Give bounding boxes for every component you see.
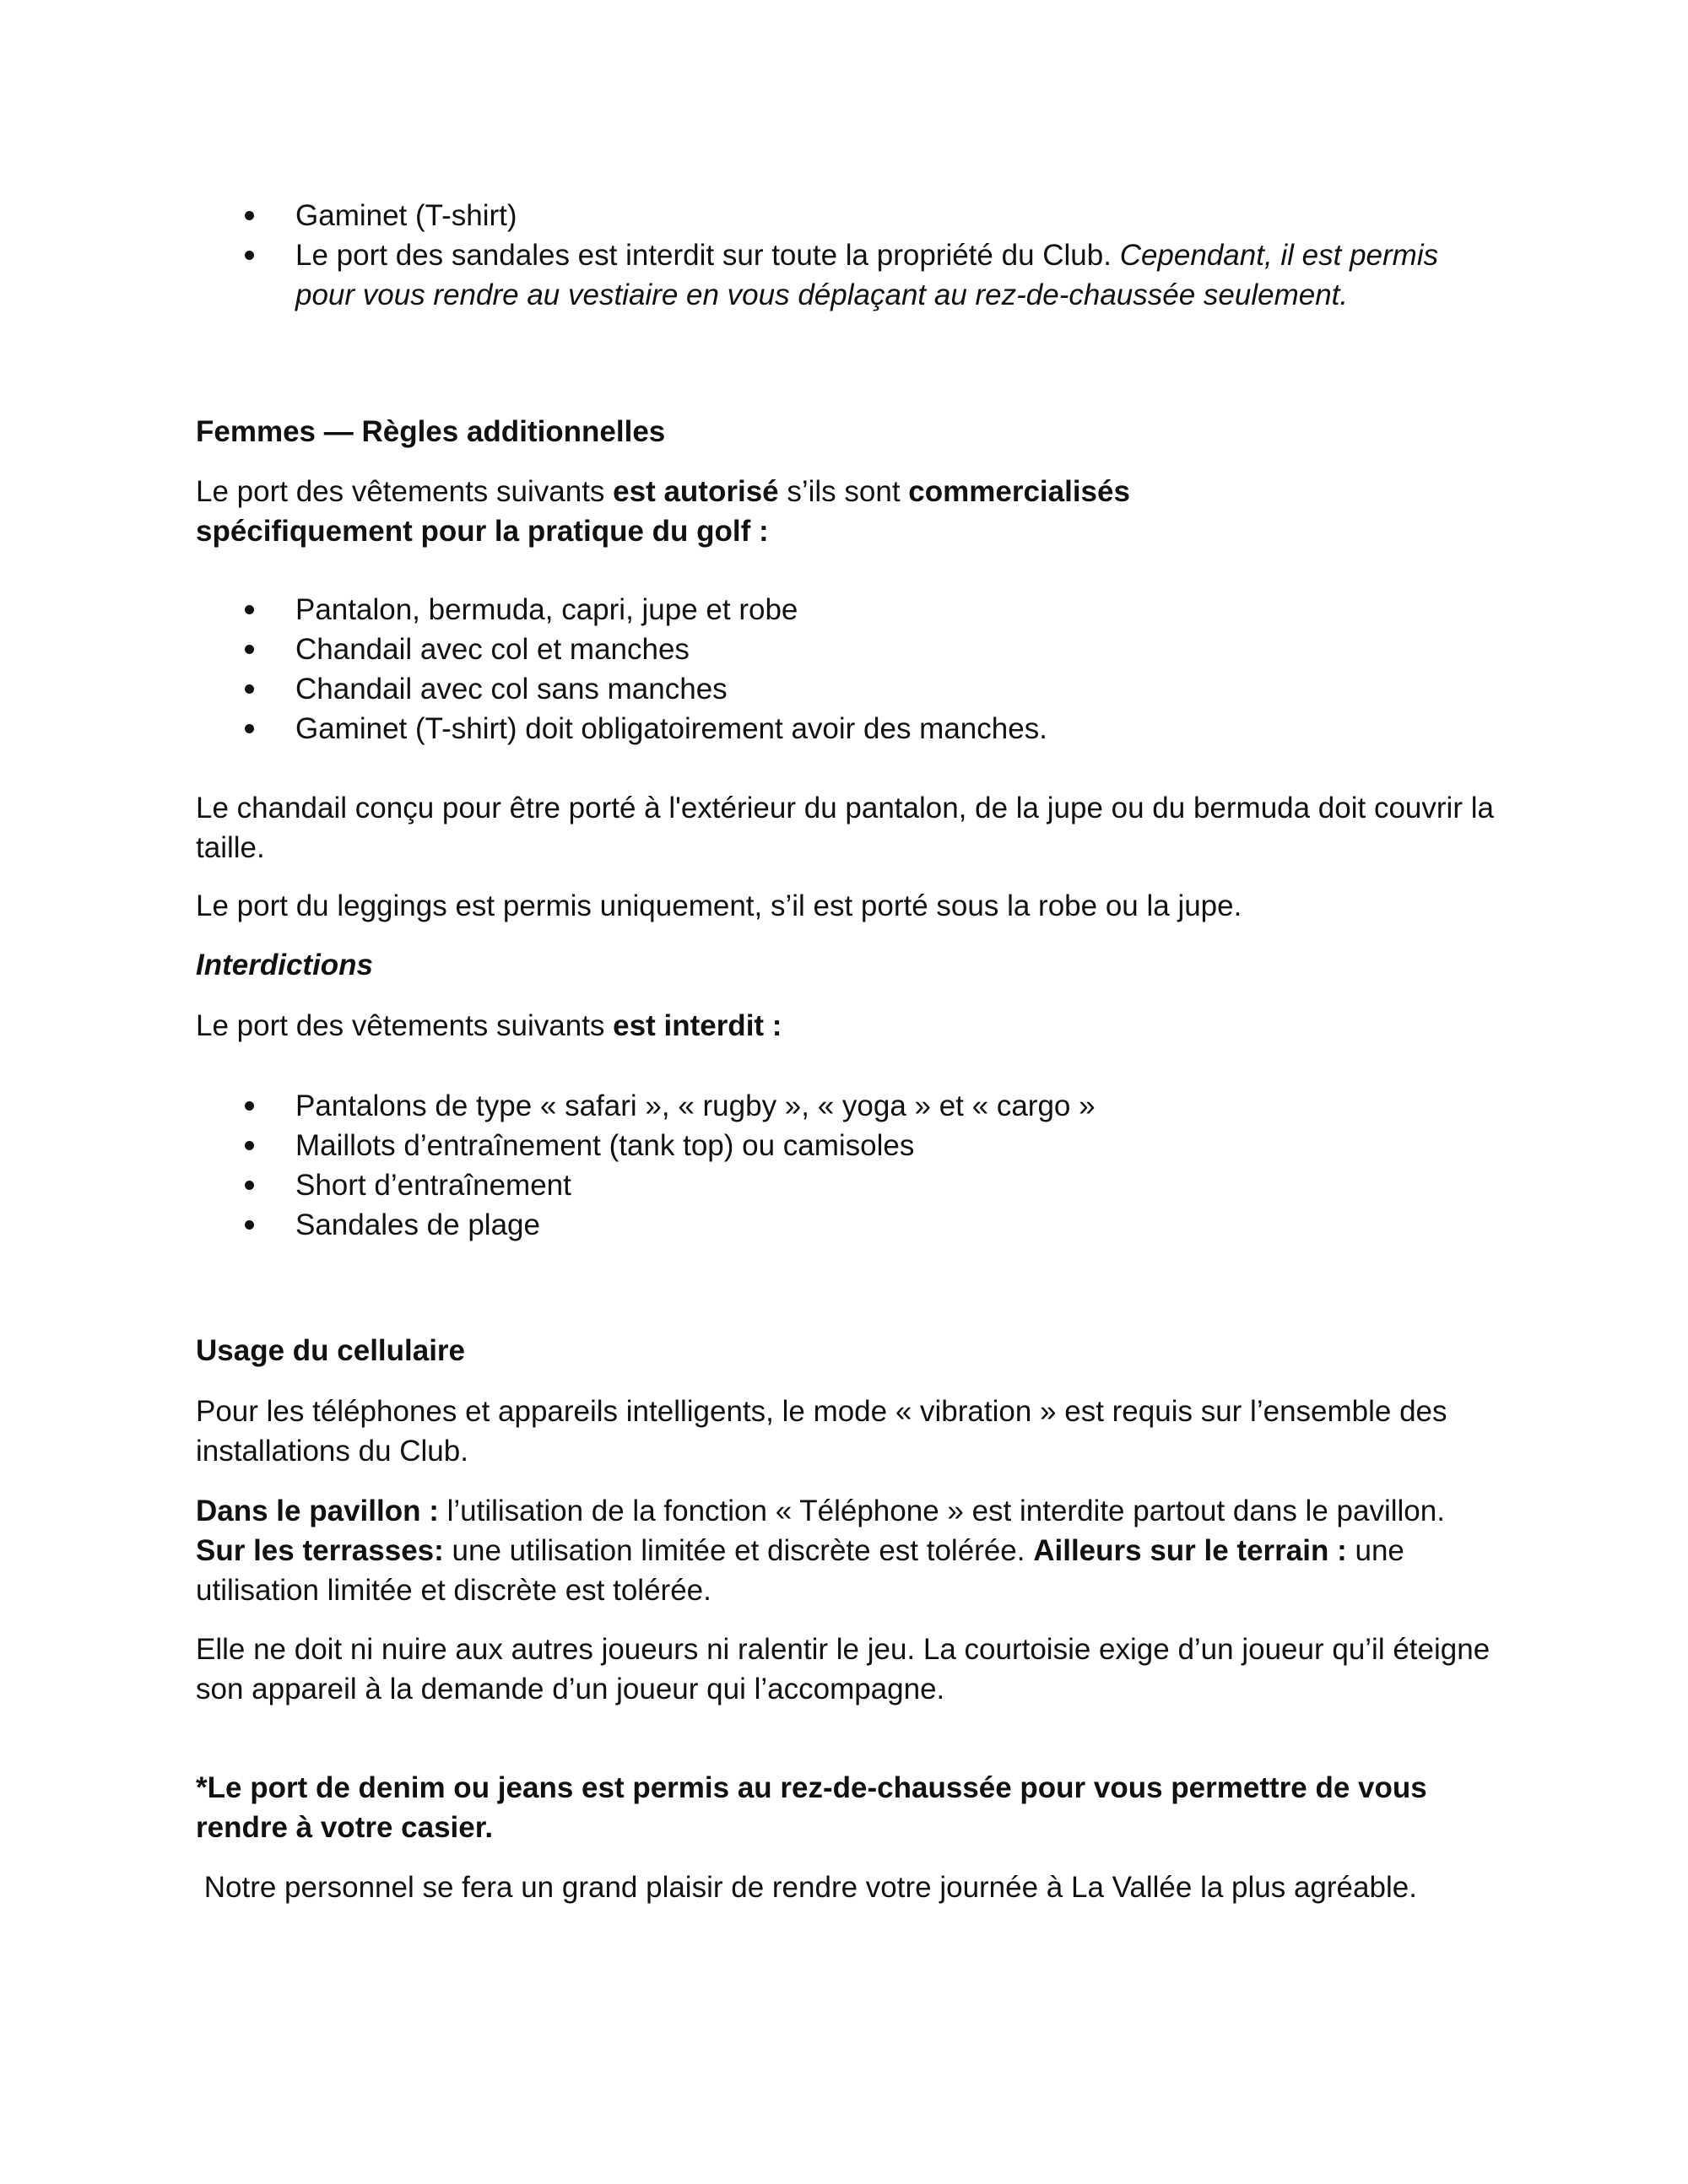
bullet-icon <box>245 1101 254 1111</box>
leggings-paragraph: Le port du leggings est permis uniquement, s’il est porté sous la robe ou la jupe. <box>196 889 1242 922</box>
bullet-icon <box>245 724 254 733</box>
top-bullet-list <box>196 196 1496 315</box>
femmes-autorise-list <box>196 590 1496 749</box>
bullet-icon <box>245 211 254 220</box>
interdit-intro: Le port des vêtements suivants est interdit : <box>196 1009 782 1042</box>
list-item: Pantalon, bermuda, capri, jupe et robe <box>196 590 1496 630</box>
cellulaire-heading: Usage du cellulaire <box>196 1334 466 1367</box>
cellulaire-paragraph-3: Elle ne doit ni nuire aux autres joueurs ni ralentir le jeu. La courtoisie exige d’un joueur qu’il éteigne son appareil à la demande d’un joueur qui l’accompagne. <box>196 1633 1491 1706</box>
interdictions-heading: Interdictions <box>196 949 374 981</box>
list-item: Chandail avec col sans manches <box>196 669 1496 709</box>
list-item: Gaminet (T-shirt) <box>196 196 1496 235</box>
bullet-icon <box>245 251 254 260</box>
cellulaire-paragraph-1: Pour les téléphones et appareils intelligents, le mode « vibration » est requis sur l’ensemble des installations du Club. <box>196 1395 1447 1468</box>
femmes-heading: Femmes — Règles additionnelles <box>196 415 666 448</box>
list-item: Sandales de plage <box>196 1205 1496 1245</box>
list-item: Maillots d’entraînement (tank top) ou camisoles <box>196 1126 1496 1165</box>
list-item: Le port des sandales est interdit sur toute la propriété du Club. Cependant, il est permis pour vous rendre au vestiaire en vous déplaçant au rez-de-chaussée seulement. <box>196 235 1496 315</box>
list-item: Pantalons de type « safari », « rugby », « yoga » et « cargo » <box>196 1086 1496 1126</box>
bullet-icon <box>245 1220 254 1230</box>
bullet-icon <box>245 645 254 654</box>
bullet-icon <box>245 1141 254 1150</box>
cellulaire-paragraph-2: Dans le pavillon : l’utilisation de la fonction « Téléphone » est interdite partout dans le pavillon. Sur les terrasses: une utilisation limitée et discrète est tolérée. Ailleurs sur le terrain : une utilisation limitée et discrète est tolérée. <box>196 1495 1445 1607</box>
interdit-list <box>196 1086 1496 1245</box>
list-item: Chandail avec col et manches <box>196 630 1496 669</box>
list-item: Short d’entraînement <box>196 1165 1496 1205</box>
list-item: Gaminet (T-shirt) doit obligatoirement avoir des manches. <box>196 709 1496 749</box>
bullet-icon <box>245 605 254 614</box>
bullet-icon <box>245 684 254 694</box>
closing-paragraph: Notre personnel se fera un grand plaisir de rendre votre journée à La Vallée la plus agréable. <box>196 1871 1417 1904</box>
bullet-icon <box>245 1181 254 1190</box>
chandail-paragraph: Le chandail conçu pour être porté à l'extérieur du pantalon, de la jupe ou du bermuda doit couvrir la taille. <box>196 792 1494 864</box>
femmes-intro: Le port des vêtements suivants est autorisé s’ils sont commercialisés spécifiquement pour la pratique du golf : <box>196 475 1130 548</box>
denim-note: *Le port de denim ou jeans est permis au rez-de-chaussée pour vous permettre de vous rendre à votre casier. <box>196 1771 1427 1844</box>
